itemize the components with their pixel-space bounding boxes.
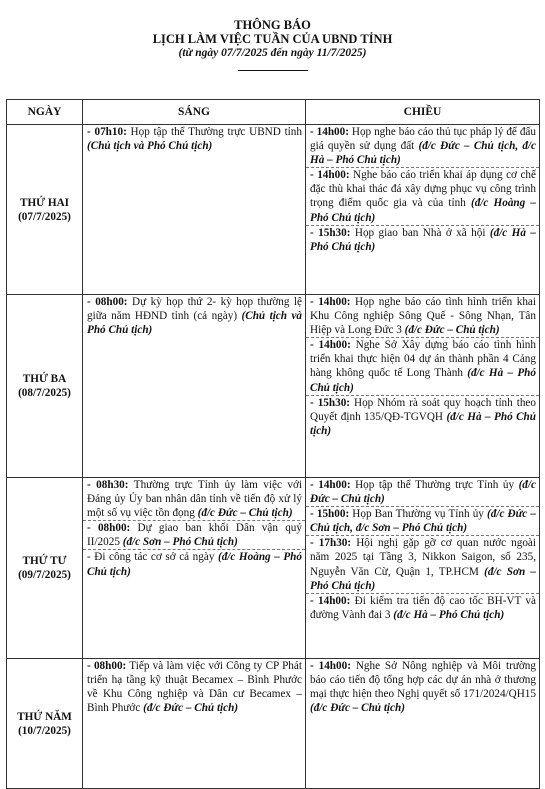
- day-date: (07/7/2025): [18, 210, 71, 223]
- item-text: Họp giao ban Nhà ở xã hội: [350, 226, 490, 239]
- day-date: (10/7/2025): [18, 724, 71, 737]
- item-time: - 08h00:: [87, 296, 128, 308]
- item-attendees: (đ/c Đức – Chủ tịch, đ/c Hà – Phó Chủ tịch): [310, 140, 537, 167]
- item-text: Họp nghe báo cáo thủ tục pháp lý để đấu giá quyền sử dụng đất: [310, 126, 536, 153]
- schedule-item: [306, 593, 539, 622]
- item-time: - 08h00:: [87, 660, 127, 672]
- item-text: Họp tập thể Thường trực UBND tỉnh: [126, 126, 302, 138]
- item-attendees: (đ/c Hà – Phó Chủ tịch): [310, 226, 536, 253]
- schedule-item: [83, 520, 305, 549]
- item-text: Đi kiểm tra tiến độ cao tốc BH-VT và đường Vành đai 3: [310, 594, 536, 621]
- schedule-item: [306, 125, 539, 167]
- column-header-afternoon: CHIỀU: [306, 100, 540, 125]
- schedule-item: [83, 659, 305, 715]
- schedule-item: [306, 535, 539, 592]
- item-time: - 08h30:: [87, 479, 129, 491]
- item-time: - 14h00:: [310, 296, 351, 308]
- item-time: - 15h30:: [310, 396, 351, 409]
- table-row: [7, 125, 540, 295]
- item-time: - 14h00:: [310, 126, 349, 138]
- item-text: Họp nghe báo cáo tình hình triển khai Khu Công nghiệp Sông Quế - Sông Nhạn, Tân Hiệp và Long Đức 3: [310, 296, 536, 337]
- column-header-day: NGÀY: [7, 100, 83, 125]
- item-attendees: (đ/c Đức – Chủ tịch, đ/c Sơn – Phó Chủ tịch): [310, 508, 536, 535]
- schedule-item: [83, 125, 305, 153]
- item-attendees: (đ/c Đức – Chủ tịch): [404, 324, 500, 337]
- item-text: Hội nghị gặp gỡ cơ quan nước ngoài năm 2025 tại Tầng 3, Nikkon Saigon, số 235, Nguyễn Văn Cừ, Quận 1, TP.HCM: [310, 537, 536, 578]
- item-attendees: (đ/c Đức – Chủ tịch): [310, 479, 536, 506]
- afternoon-cell: [306, 295, 540, 478]
- item-attendees: (đ/c Sơn – Phó Chủ tịch): [122, 536, 238, 549]
- item-attendees: (đ/c Sơn – Phó Chủ tịch): [310, 565, 536, 592]
- item-time: - 17h30:: [310, 537, 352, 550]
- schedule-item: [306, 395, 539, 438]
- schedule-item: [306, 295, 539, 337]
- table-row: [7, 478, 540, 659]
- day-cell: [7, 478, 83, 659]
- item-attendees: (đ/c Hà – Phó Chủ tịch): [310, 367, 536, 394]
- item-attendees: (đ/c Đức – Chủ tịch): [197, 507, 293, 520]
- document-subtitle: LỊCH LÀM VIỆC TUẦN CỦA UBND TỈNH: [152, 32, 393, 46]
- item-time: - 08h00:: [87, 522, 131, 535]
- item-time: - 14h00:: [310, 169, 350, 182]
- item-text: Dự giao ban khối Dân vận quý II/2025: [87, 522, 302, 549]
- item-attendees: (Chủ tịch và Phó Chủ tịch): [87, 140, 213, 153]
- day-date: (09/7/2025): [18, 569, 71, 581]
- item-text: Nghe báo cáo triển khai áp dụng cơ chế đặc thù khai thác đá xây dựng phục vụ công trình trọng điểm quốc gia và của tỉnh: [310, 169, 536, 210]
- day-name: THỨ HAI: [20, 196, 69, 209]
- morning-cell: [83, 125, 306, 295]
- item-text: Thường trực Tỉnh ủy làm việc với Đảng ủy Ủy ban nhân dân tỉnh về tiến độ xử lý một số vụ việc tồn đọng: [87, 479, 302, 520]
- schedule-item: [306, 506, 539, 535]
- morning-cell: [83, 295, 306, 478]
- item-attendees: (đ/c Đức – Chủ tịch): [143, 702, 239, 715]
- schedule-item: [306, 225, 539, 254]
- document-title: THÔNG BÁO: [234, 18, 311, 32]
- item-text: Tiếp và làm việc với Công ty CP Phát triển hạ tầng kỹ thuật Becamex – Bình Phước về Khu Công nghiệp và Dân cư Becamex – Bình Phước: [87, 660, 302, 715]
- item-text: Dự kỳ họp thứ 2- kỳ họp thường lệ giữa năm HĐND tỉnh (cả ngày): [87, 296, 302, 323]
- document-period: (từ ngày 07/7/2025 đến ngày 11/7/2025): [178, 47, 367, 59]
- table-row: [7, 295, 540, 478]
- day-date: (08/7/2025): [18, 387, 71, 399]
- schedule-item: [83, 295, 305, 337]
- item-attendees: (đ/c Hà – Phó Chủ tịch): [310, 410, 537, 437]
- table-header-row: [7, 100, 540, 125]
- morning-cell: [83, 478, 306, 659]
- item-attendees: (đ/c Hoàng – Phó Chủ tịch): [310, 197, 536, 224]
- schedule-item: [83, 478, 305, 520]
- item-text: Nghe Sở Nông nghiệp và Môi trường báo cáo tiến độ tổng hợp các dự án nhà ở thương mại thực hiện theo Nghị quyết số 171/2024/QH15: [310, 660, 536, 701]
- item-time: - 14h00:: [310, 594, 351, 607]
- afternoon-cell: [306, 478, 540, 659]
- item-time: - 14h00:: [310, 660, 351, 672]
- item-attendees: (đ/c Hà – Phó Chủ tịch): [393, 608, 505, 621]
- title-underline: [238, 70, 308, 71]
- item-attendees: (Chủ tịch và Phó Chủ tịch): [87, 310, 302, 337]
- schedule-item: [306, 659, 539, 715]
- item-time: - 07h10:: [87, 126, 127, 138]
- schedule-item: [83, 549, 305, 578]
- item-text: Họp Nhóm rà soát quy hoạch tỉnh theo Quyết định 135/QĐ-TGVQH: [310, 396, 536, 423]
- item-text: Họp Ban Thường vụ Tỉnh ủy: [349, 508, 488, 521]
- item-time: - 14h00:: [310, 479, 351, 491]
- document-header: [0, 18, 545, 60]
- day-cell: [7, 295, 83, 478]
- day-name: THỨ TƯ: [22, 555, 67, 567]
- afternoon-cell: [306, 125, 540, 295]
- schedule-item: [306, 478, 539, 506]
- day-cell: [7, 125, 83, 295]
- day-name: THỨ BA: [22, 373, 67, 385]
- schedule-item: [306, 167, 539, 224]
- day-name: THỨ NĂM: [17, 710, 72, 723]
- schedule-table: [6, 99, 540, 789]
- item-text: Nghe Sở Xây dựng báo cáo tình hình triển khai thực hiện 04 dự án thành phần 4 Cảng hàng không quốc tế Long Thành: [310, 339, 536, 380]
- item-time: - 15h30:: [310, 226, 351, 239]
- schedule-item: [306, 337, 539, 394]
- column-header-morning: SÁNG: [83, 100, 306, 125]
- item-attendees: (đ/c Đức – Chủ tịch): [310, 702, 405, 715]
- item-attendees: (đ/c Hoàng – Phó Chủ tịch): [87, 551, 302, 578]
- item-text: Họp tập thể Thường trực Tỉnh ủy: [350, 479, 519, 491]
- item-time: - 14h00:: [310, 339, 351, 352]
- item-text: - Đi công tác cơ sở cả ngày: [87, 551, 218, 564]
- item-time: - 15h00:: [310, 508, 350, 521]
